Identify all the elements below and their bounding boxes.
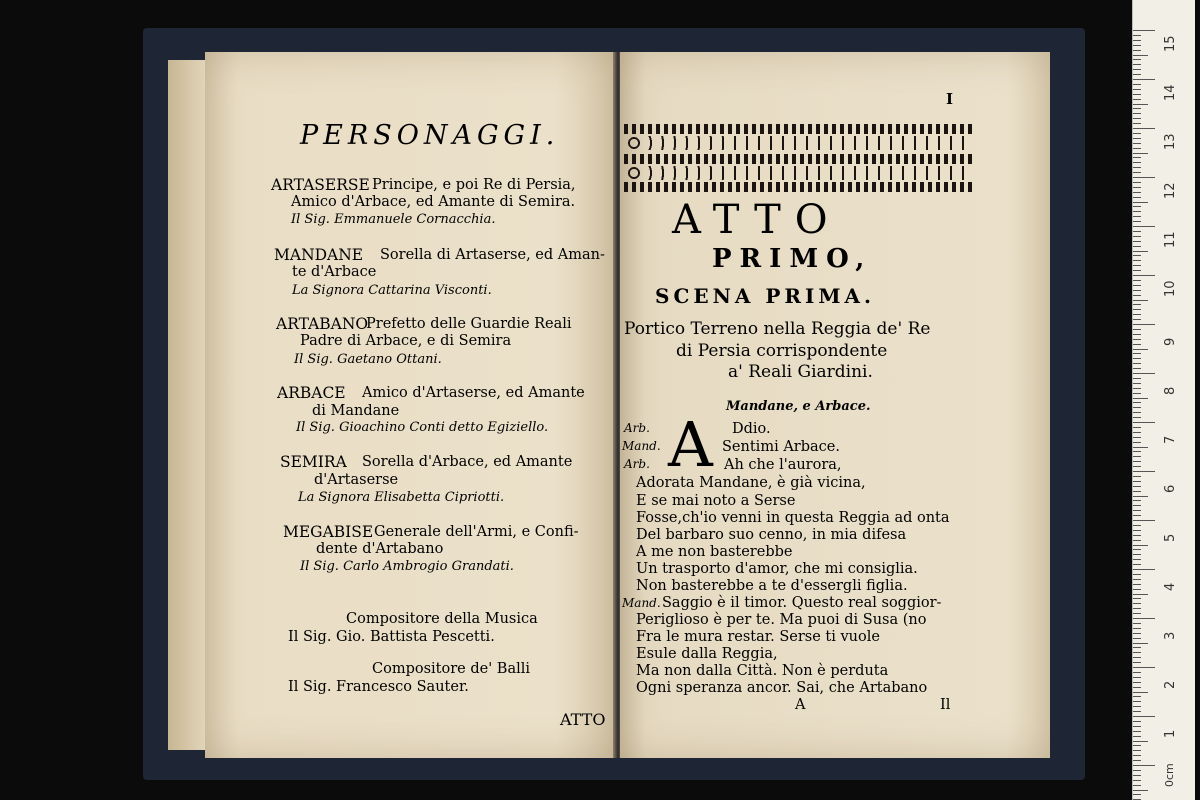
character-singer: Il Sig. Gaetano Ottani. <box>294 352 442 367</box>
ruler-tick <box>1133 373 1155 374</box>
ruler-tick <box>1133 476 1141 477</box>
character-name: ARBACE <box>277 384 346 402</box>
ruler-tick <box>1133 236 1141 237</box>
ruler-tick <box>1133 309 1141 310</box>
ruler-tick <box>1133 623 1141 624</box>
ruler-tick <box>1133 353 1141 354</box>
ruler-tick <box>1133 300 1148 301</box>
ruler-tick <box>1133 780 1141 781</box>
ruler-tick <box>1133 246 1141 247</box>
ruler-tick <box>1133 226 1155 227</box>
ruler-tick <box>1133 515 1141 516</box>
ruler-tick <box>1133 231 1141 232</box>
ruler-tick <box>1133 442 1141 443</box>
ruler-tick <box>1133 314 1141 315</box>
right-catchword: Il <box>940 697 951 713</box>
ruler-tick <box>1133 569 1155 570</box>
ruler-tick <box>1133 133 1141 134</box>
ruler-tick <box>1133 280 1141 281</box>
ruler-tick <box>1133 241 1141 242</box>
verse-line: Del barbaro suo cenno, in mia difesa <box>636 527 907 543</box>
ruler-tick <box>1133 549 1141 550</box>
ruler-tick <box>1133 167 1141 168</box>
ruler-tick <box>1133 182 1141 183</box>
ruler-tick <box>1133 123 1141 124</box>
ruler-tick <box>1133 177 1155 178</box>
ruler-tick <box>1133 486 1141 487</box>
ruler-tick <box>1133 760 1141 761</box>
ruler-tick <box>1133 481 1141 482</box>
verse-line: Saggio è il timor. Questo real soggior- <box>662 595 942 611</box>
ruler-tick <box>1133 598 1141 599</box>
ruler-tick <box>1133 211 1141 212</box>
ruler-tick <box>1133 716 1155 717</box>
character-name: SEMIRA <box>280 453 347 471</box>
ruler-label: 8 <box>1163 386 1178 395</box>
composer-heading: Compositore della Musica <box>346 611 538 627</box>
ruler-tick <box>1133 491 1141 492</box>
measuring-ruler <box>1132 0 1195 800</box>
ruler-tick <box>1133 412 1141 413</box>
ornament-border <box>624 136 974 150</box>
character-desc: te d'Arbace <box>292 264 377 280</box>
ruler-tick <box>1133 108 1141 109</box>
ruler-tick <box>1133 696 1141 697</box>
ruler-tick <box>1133 456 1141 457</box>
ruler-tick <box>1133 652 1141 653</box>
ruler-tick <box>1133 94 1141 95</box>
ruler-label: 5 <box>1163 533 1178 542</box>
ruler-tick <box>1133 741 1148 742</box>
ruler-tick <box>1133 706 1141 707</box>
verse-line: A me non basterebbe <box>636 544 793 560</box>
ruler-tick <box>1133 510 1141 511</box>
ruler-tick <box>1133 711 1141 712</box>
ruler-tick <box>1133 554 1141 555</box>
character-name: ARTABANO <box>276 315 369 333</box>
verse-line: E se mai noto a Serse <box>636 493 796 509</box>
speaker-label: Arb. <box>624 421 650 435</box>
character-singer: La Signora Cattarina Visconti. <box>292 283 492 298</box>
verse-line: Ma non dalla Città. Non è perduta <box>636 663 889 679</box>
ruler-tick <box>1133 153 1148 154</box>
ruler-tick <box>1133 197 1141 198</box>
verse-line: Un trasporto d'amor, che mi consiglia. <box>636 561 918 577</box>
ruler-tick <box>1133 255 1141 256</box>
ruler-tick <box>1133 50 1141 51</box>
ruler-tick <box>1133 339 1141 340</box>
ruler-tick <box>1133 726 1141 727</box>
ruler-tick <box>1133 589 1141 590</box>
ruler-tick <box>1133 657 1141 658</box>
ruler-tick <box>1133 398 1148 399</box>
ruler-tick <box>1133 628 1141 629</box>
ruler-label: 7 <box>1163 435 1178 444</box>
ruler-tick <box>1133 535 1141 536</box>
ruler-tick <box>1133 402 1141 403</box>
ruler-label: 12 <box>1163 182 1178 199</box>
composer-name: Il Sig. Gio. Battista Pescetti. <box>288 629 495 645</box>
ballet-composer-heading: Compositore de' Balli <box>372 661 531 677</box>
characters-on-stage: Mandane, e Arbace. <box>726 399 871 414</box>
ruler-tick <box>1133 344 1141 345</box>
ruler-tick <box>1133 677 1141 678</box>
scene-title: SCENA PRIMA. <box>655 284 876 308</box>
character-desc: Prefetto delle Guardie Reali <box>366 316 572 332</box>
ruler-tick <box>1133 564 1141 565</box>
ballet-composer-name: Il Sig. Francesco Sauter. <box>288 679 469 695</box>
ornament-border <box>624 124 974 134</box>
signature-mark: A <box>795 697 806 713</box>
ruler-tick <box>1133 638 1141 639</box>
verse-line: Sentimi Arbace. <box>722 439 840 455</box>
ruler-tick <box>1133 603 1141 604</box>
character-singer: Il Sig. Emmanuele Cornacchia. <box>291 212 496 227</box>
ruler-tick <box>1133 422 1155 423</box>
ruler-tick <box>1133 162 1141 163</box>
ruler-tick <box>1133 206 1141 207</box>
left-catchword: ATTO <box>560 710 606 729</box>
character-desc: Generale dell'Armi, e Confi- <box>374 524 579 540</box>
ruler-label: 9 <box>1163 337 1178 346</box>
verse-line: Ah che l'aurora, <box>724 457 842 473</box>
ruler-tick <box>1133 113 1141 114</box>
act-title: ATTO <box>672 197 842 243</box>
character-desc: dente d'Artabano <box>316 541 444 557</box>
ruler-tick <box>1133 99 1141 100</box>
ruler-tick <box>1133 89 1141 90</box>
ruler-tick <box>1133 148 1141 149</box>
ruler-tick <box>1133 157 1141 158</box>
ruler-tick <box>1133 736 1141 737</box>
character-desc: di Mandane <box>312 403 400 419</box>
ruler-tick <box>1133 437 1141 438</box>
character-desc: Sorella d'Arbace, ed Amante <box>362 454 573 470</box>
ruler-tick <box>1133 643 1148 644</box>
page-edges <box>168 60 206 750</box>
ruler-tick <box>1133 682 1141 683</box>
ruler-tick <box>1133 765 1155 766</box>
ruler-tick <box>1133 251 1148 252</box>
ruler-label: 15 <box>1163 35 1178 52</box>
ruler-tick <box>1133 368 1141 369</box>
ruler-tick <box>1133 608 1141 609</box>
ruler-tick <box>1133 466 1141 467</box>
ruler-tick <box>1133 275 1155 276</box>
ruler-tick <box>1133 172 1141 173</box>
ruler-tick <box>1133 579 1141 580</box>
character-name: ARTASERSE <box>271 176 370 194</box>
ruler-tick <box>1133 143 1141 144</box>
page-number: I <box>946 90 954 108</box>
ruler-tick <box>1133 417 1141 418</box>
ruler-tick <box>1133 750 1141 751</box>
drop-cap: A <box>668 408 713 481</box>
ruler-label: 6 <box>1163 484 1178 493</box>
ruler-label: 13 <box>1163 133 1178 150</box>
ruler-tick <box>1133 662 1141 663</box>
act-subtitle: PRIMO, <box>712 244 873 274</box>
ruler-tick <box>1133 613 1141 614</box>
ruler-tick <box>1133 794 1141 795</box>
ruler-tick <box>1133 128 1155 129</box>
ruler-tick <box>1133 545 1148 546</box>
ruler-tick <box>1133 540 1141 541</box>
ruler-tick <box>1133 785 1141 786</box>
ruler-tick <box>1133 295 1141 296</box>
speaker-label: Mand. <box>622 596 661 610</box>
ruler-tick <box>1133 260 1141 261</box>
character-name: MEGABISE <box>283 523 374 541</box>
ruler-tick <box>1133 84 1141 85</box>
character-desc: Principe, e poi Re di Persia, <box>372 177 576 193</box>
ruler-tick <box>1133 520 1155 521</box>
ruler-tick <box>1133 221 1141 222</box>
ruler-tick <box>1133 584 1141 585</box>
ruler-tick <box>1133 790 1148 791</box>
character-desc: Amico d'Artaserse, ed Amante <box>362 385 585 401</box>
ornament-border <box>624 154 974 164</box>
ruler-label: 3 <box>1163 631 1178 640</box>
ruler-tick <box>1133 69 1141 70</box>
ruler-tick <box>1133 775 1141 776</box>
ruler-tick <box>1133 755 1141 756</box>
verse-line: Esule dalla Reggia, <box>636 646 778 662</box>
verse-line: Adorata Mandane, è già vicina, <box>636 475 866 491</box>
ruler-tick <box>1133 290 1141 291</box>
ruler-tick <box>1133 79 1155 80</box>
ruler-tick <box>1133 74 1141 75</box>
ruler-tick <box>1133 770 1141 771</box>
ruler-tick <box>1133 618 1155 619</box>
ruler-tick <box>1133 432 1141 433</box>
left-page <box>205 52 617 758</box>
ruler-tick <box>1133 55 1148 56</box>
ruler-tick <box>1133 407 1141 408</box>
ruler-tick <box>1133 319 1141 320</box>
ruler-tick <box>1133 701 1141 702</box>
ruler-tick <box>1133 667 1155 668</box>
ruler-tick <box>1133 358 1141 359</box>
character-desc: Padre di Arbace, e di Semira <box>300 333 512 349</box>
ruler-tick <box>1133 721 1141 722</box>
character-name: MANDANE <box>274 246 364 264</box>
ruler-label: 10 <box>1163 280 1178 297</box>
ruler-tick <box>1133 687 1141 688</box>
ruler-tick <box>1133 574 1141 575</box>
character-singer: Il Sig. Gioachino Conti detto Egiziello. <box>296 420 549 435</box>
ornament-border <box>624 182 974 192</box>
ruler-tick <box>1133 388 1141 389</box>
character-desc: d'Artaserse <box>314 472 399 488</box>
ruler-tick <box>1133 471 1155 472</box>
ruler-tick <box>1133 40 1141 41</box>
ruler-tick <box>1133 334 1141 335</box>
ornament-border <box>624 166 974 180</box>
ruler-tick <box>1133 270 1141 271</box>
speaker-label: Mand. <box>622 439 661 453</box>
character-singer: Il Sig. Carlo Ambrogio Grandati. <box>300 559 514 574</box>
ruler-label: 4 <box>1163 582 1178 591</box>
ruler-tick <box>1133 329 1141 330</box>
ruler-tick <box>1133 496 1148 497</box>
ruler-tick <box>1133 45 1141 46</box>
ruler-tick <box>1133 104 1148 105</box>
ruler-tick <box>1133 427 1141 428</box>
left-page-heading: PERSONAGGI. <box>300 120 560 151</box>
ruler-tick <box>1133 525 1141 526</box>
ruler-label: 2 <box>1163 680 1178 689</box>
ruler-tick <box>1133 461 1141 462</box>
ruler-tick <box>1133 349 1148 350</box>
ruler-tick <box>1133 187 1141 188</box>
ruler-tick <box>1133 647 1141 648</box>
ruler-tick <box>1133 35 1141 36</box>
ruler-tick <box>1133 500 1141 501</box>
ruler-label: 0cm <box>1163 763 1176 787</box>
ruler-tick <box>1133 692 1148 693</box>
ruler-tick <box>1133 559 1141 560</box>
ruler-tick <box>1133 304 1141 305</box>
ruler-tick <box>1133 745 1141 746</box>
ruler-tick <box>1133 59 1141 60</box>
verse-line: Non basterebbe a te d'essergli figlia. <box>636 578 908 594</box>
ruler-tick <box>1133 447 1148 448</box>
ruler-tick <box>1133 118 1141 119</box>
ruler-tick <box>1133 138 1141 139</box>
ruler-tick <box>1133 64 1141 65</box>
ruler-tick <box>1133 216 1141 217</box>
ruler-tick <box>1133 731 1141 732</box>
ruler-tick <box>1133 265 1141 266</box>
character-desc: Amico d'Arbace, ed Amante di Semira. <box>291 194 576 210</box>
ruler-tick <box>1133 324 1155 325</box>
scene-setting: a' Reali Giardini. <box>728 362 873 382</box>
ruler-tick <box>1133 383 1141 384</box>
ruler-tick <box>1133 672 1141 673</box>
ruler-tick <box>1133 192 1141 193</box>
ruler-tick <box>1133 393 1141 394</box>
ruler-tick <box>1133 202 1148 203</box>
ruler-tick <box>1133 633 1141 634</box>
verse-line: Fra le mura restar. Serse ti vuole <box>636 629 880 645</box>
verse-line: Ddio. <box>732 421 771 437</box>
ruler-tick <box>1133 505 1141 506</box>
ruler-tick <box>1133 363 1141 364</box>
ruler-tick <box>1133 30 1155 31</box>
verse-line: Ogni speranza ancor. Sai, che Artabano <box>636 680 928 696</box>
character-desc: Sorella di Artaserse, ed Aman- <box>380 247 605 263</box>
verse-line: Fosse,ch'io venni in questa Reggia ad onta <box>636 510 950 526</box>
ruler-tick <box>1133 594 1148 595</box>
ruler-tick <box>1133 378 1141 379</box>
ruler-tick <box>1133 451 1141 452</box>
ruler-label: 14 <box>1163 84 1178 101</box>
ruler-tick <box>1133 530 1141 531</box>
verse-line: Periglioso è per te. Ma puoi di Susa (no <box>636 612 927 628</box>
ruler-label: 1 <box>1163 729 1178 738</box>
scene-setting: di Persia corrispondente <box>676 341 888 361</box>
ruler-tick <box>1133 285 1141 286</box>
speaker-label: Arb. <box>624 457 650 471</box>
scene-setting: Portico Terreno nella Reggia de' Re <box>624 319 931 339</box>
character-singer: La Signora Elisabetta Cipriotti. <box>298 490 505 505</box>
ruler-label: 11 <box>1163 231 1178 248</box>
